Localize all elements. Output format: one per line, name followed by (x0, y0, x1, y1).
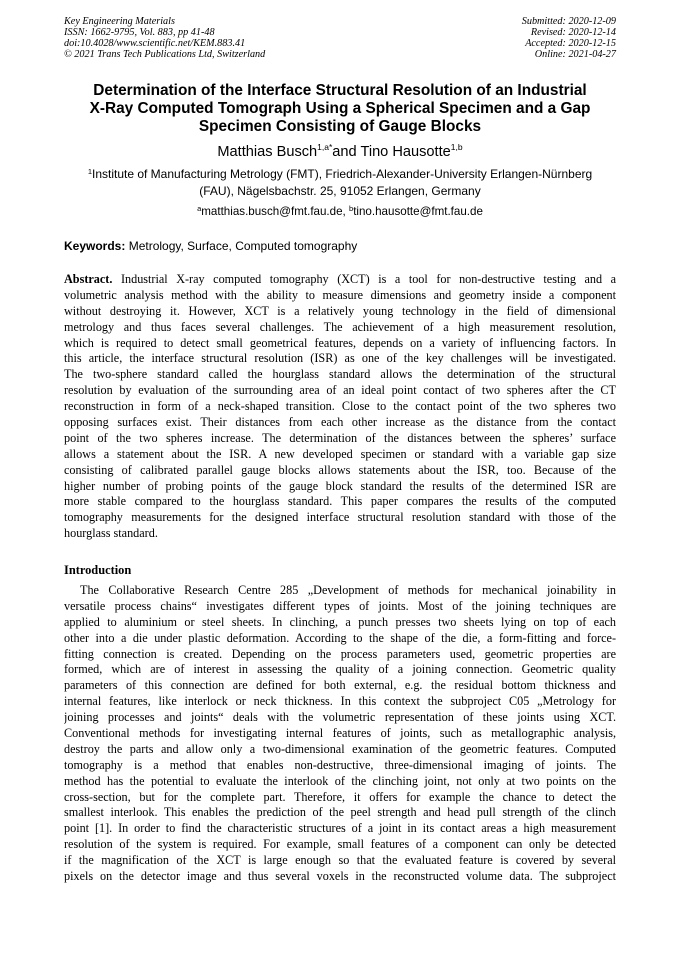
revised-date: Revised: 2020-12-14 (530, 27, 616, 38)
doi-line: doi:10.4028/www.scientific.net/KEM.883.41 (64, 38, 246, 49)
paragraph-line: if the magnification of the XCT is large enough so that the evaluated feature is covered by several (64, 853, 616, 868)
affiliation (64, 166, 616, 200)
abstract-label: Abstract. (64, 272, 113, 286)
accepted-date: Accepted: 2020-12-15 (525, 38, 616, 49)
submitted-date: Submitted: 2020-12-09 (521, 16, 616, 27)
issn-line: ISSN: 1662-9795, Vol. 883, pp 41-48 (64, 27, 215, 38)
abstract-line: consisting of calibrated parallel gauge blocks allows statements about the ISR, too. Because of the (64, 462, 616, 477)
keywords-text: Metrology, Surface, Computed tomography (128, 239, 358, 253)
abstract-line: hourglass standard. (64, 526, 158, 541)
keywords-label: Keywords: (64, 239, 126, 253)
online-date: Online: 2021-04-27 (534, 49, 616, 60)
author-name: Matthias Busch (217, 144, 318, 160)
paragraph-line: fitting connection is created. Depending on the process parameters used, geometric properties are (64, 646, 616, 661)
title-line: X-Ray Computed Tomograph Using a Spherical Specimen and a Gap (89, 100, 591, 117)
affiliation-line: (FAU), Nägelsbachstr. 25, 91052 Erlangen, Germany (199, 184, 481, 198)
section-heading: Introduction (64, 563, 132, 577)
abstract-line: this article, the interface structural resolution (ISR) as one of the key challenges will be investigated. (64, 351, 616, 366)
paragraph-line: method has the potential to evaluate the interlook of the clinching joint, not only at two points on the (64, 773, 616, 788)
abstract-line: more stable compared to the hourglass standard. This paper compares the results of the computed (64, 494, 616, 509)
abstract-line: point of the two spheres increase. The determination of the distances between the spheres’ surface (64, 430, 616, 445)
affiliation-line: Institute of Manufacturing Metrology (FMT), Friedrich-Alexander-University Erlangen-Nürnberg (91, 167, 593, 181)
email-mark: b (349, 204, 354, 213)
keywords (64, 238, 357, 254)
author-list (64, 143, 616, 161)
email-link[interactable]: matthias.busch@fmt.fau.de, (201, 205, 346, 218)
paragraph-line: The Collaborative Research Centre 285 „Development of methods for mechanical joinability in (80, 583, 616, 597)
affiliation-mark: 1 (87, 167, 92, 176)
abstract-line: allows a statement about the ISR. A new developed specimen or standard with a variable gap size (64, 446, 616, 461)
abstract-line: opposing surfaces exist. Their distances from each other increase as the distance from the contact (64, 415, 616, 430)
paragraph-line: pixels on the detector image and thus several voxels in the reconstructed volume data. The subproject (64, 869, 616, 884)
abstract (64, 272, 616, 542)
copyright-line: © 2021 Trans Tech Publications Ltd, Switzerland (64, 49, 266, 60)
author-name: Tino Hausotte (360, 144, 451, 160)
abstract-line: metrology and thus faces several challenges. The achievement of a high measurement resolution, (64, 319, 616, 334)
author-affiliation-mark: 1,b (450, 142, 463, 152)
abstract-line: tomography measurements for the designed interface structural resolution standard with those of the (64, 510, 616, 525)
abstract-line: higher number of probing points of the gauge block standard the results of the determined ISR are (64, 478, 616, 493)
author-joiner: and (332, 144, 357, 160)
publication-dates (522, 16, 616, 60)
paragraph-line: other into a die under plastic deformation. According to the shape of the die, a form-fitting and force- (64, 630, 616, 645)
paragraph-line: destroy the parts and allow only a two-dimensional examination of the geometric features. Computed (64, 741, 616, 756)
abstract-line: volumetric analysis method with the ability to measure dimensions and geometry inside a component (64, 287, 616, 302)
title-line: Specimen Consisting of Gauge Blocks (198, 118, 482, 135)
journal-info (64, 16, 265, 60)
paragraph-line: tomography is a method that enables non-destructive, three-dimensional imaging of joints. The (64, 757, 616, 772)
email-mark: a (197, 204, 202, 213)
author-affiliation-mark: 1,a* (317, 142, 333, 152)
abstract-line: resolution by evaluation of the surrounding area of an ideal point contact of two spheres after the CT (64, 383, 616, 398)
paragraph-line: joining processes and joints“ deals with the volumetric representation of these joints using XCT. (64, 710, 616, 725)
abstract-line: without destroying it. However, XCT is a relatively young technology in the field of dimensional (64, 303, 616, 318)
paragraph-line: versatile process chains“ investigates different types of joints. Most of the joining techniques are (64, 598, 616, 613)
paragraph-line: Conventional methods for investigating internal features of joints, such as metallographic analysis, (64, 726, 616, 741)
abstract-line: The two-sphere standard called the hourglass standard allows the determination of the structural (64, 367, 616, 382)
title-line: Determination of the Interface Structural Resolution of an Industrial (93, 82, 587, 99)
paragraph-line: parameters of this connection are defined for both external, e.g. the residual bottom thickness and (64, 678, 616, 693)
email-link[interactable]: tino.hausotte@fmt.fau.de (353, 205, 483, 218)
paragraph-line: internal features, like interlock or neck thickness. In this context the subproject C05 „Metrology for (64, 694, 616, 709)
paragraph-line: smallest interlook. This enables the prediction of the peel strength and head pull strength of the clinch (64, 805, 616, 820)
abstract-line: which is required to detect small geometrical features, depends on a variety of influencing factors. In (64, 335, 616, 350)
introduction-body (64, 583, 616, 885)
author-emails (64, 204, 616, 220)
paragraph-line: cross-section, but for the complete part. Therefore, it offers for example the chance to detect the (64, 789, 616, 804)
abstract-line: reconstruction in form of a neck-shaped transition. Close to the contact point of the two spheres two (64, 399, 616, 414)
paragraph-line: point [1]. In order to find the characteristic structures of a joint in its contact areas a high measurement (64, 821, 616, 836)
journal-name: Key Engineering Materials (64, 16, 175, 27)
paragraph-line: formed, which are of interest in assessing the quality of a joining connection. Geometric quality (64, 662, 616, 677)
paper-title (64, 82, 616, 136)
paragraph-line: applied to aluminium or steel sheets. In clinching, a punch presses two sheets lying on top of each (64, 614, 616, 629)
abstract-line: Abstract. Industrial X-ray computed tomography (XCT) is a tool for non-destructive testing and a (64, 272, 616, 286)
paragraph-line: resolution of the system is required. For example, small features of a component can only be detected (64, 837, 616, 852)
